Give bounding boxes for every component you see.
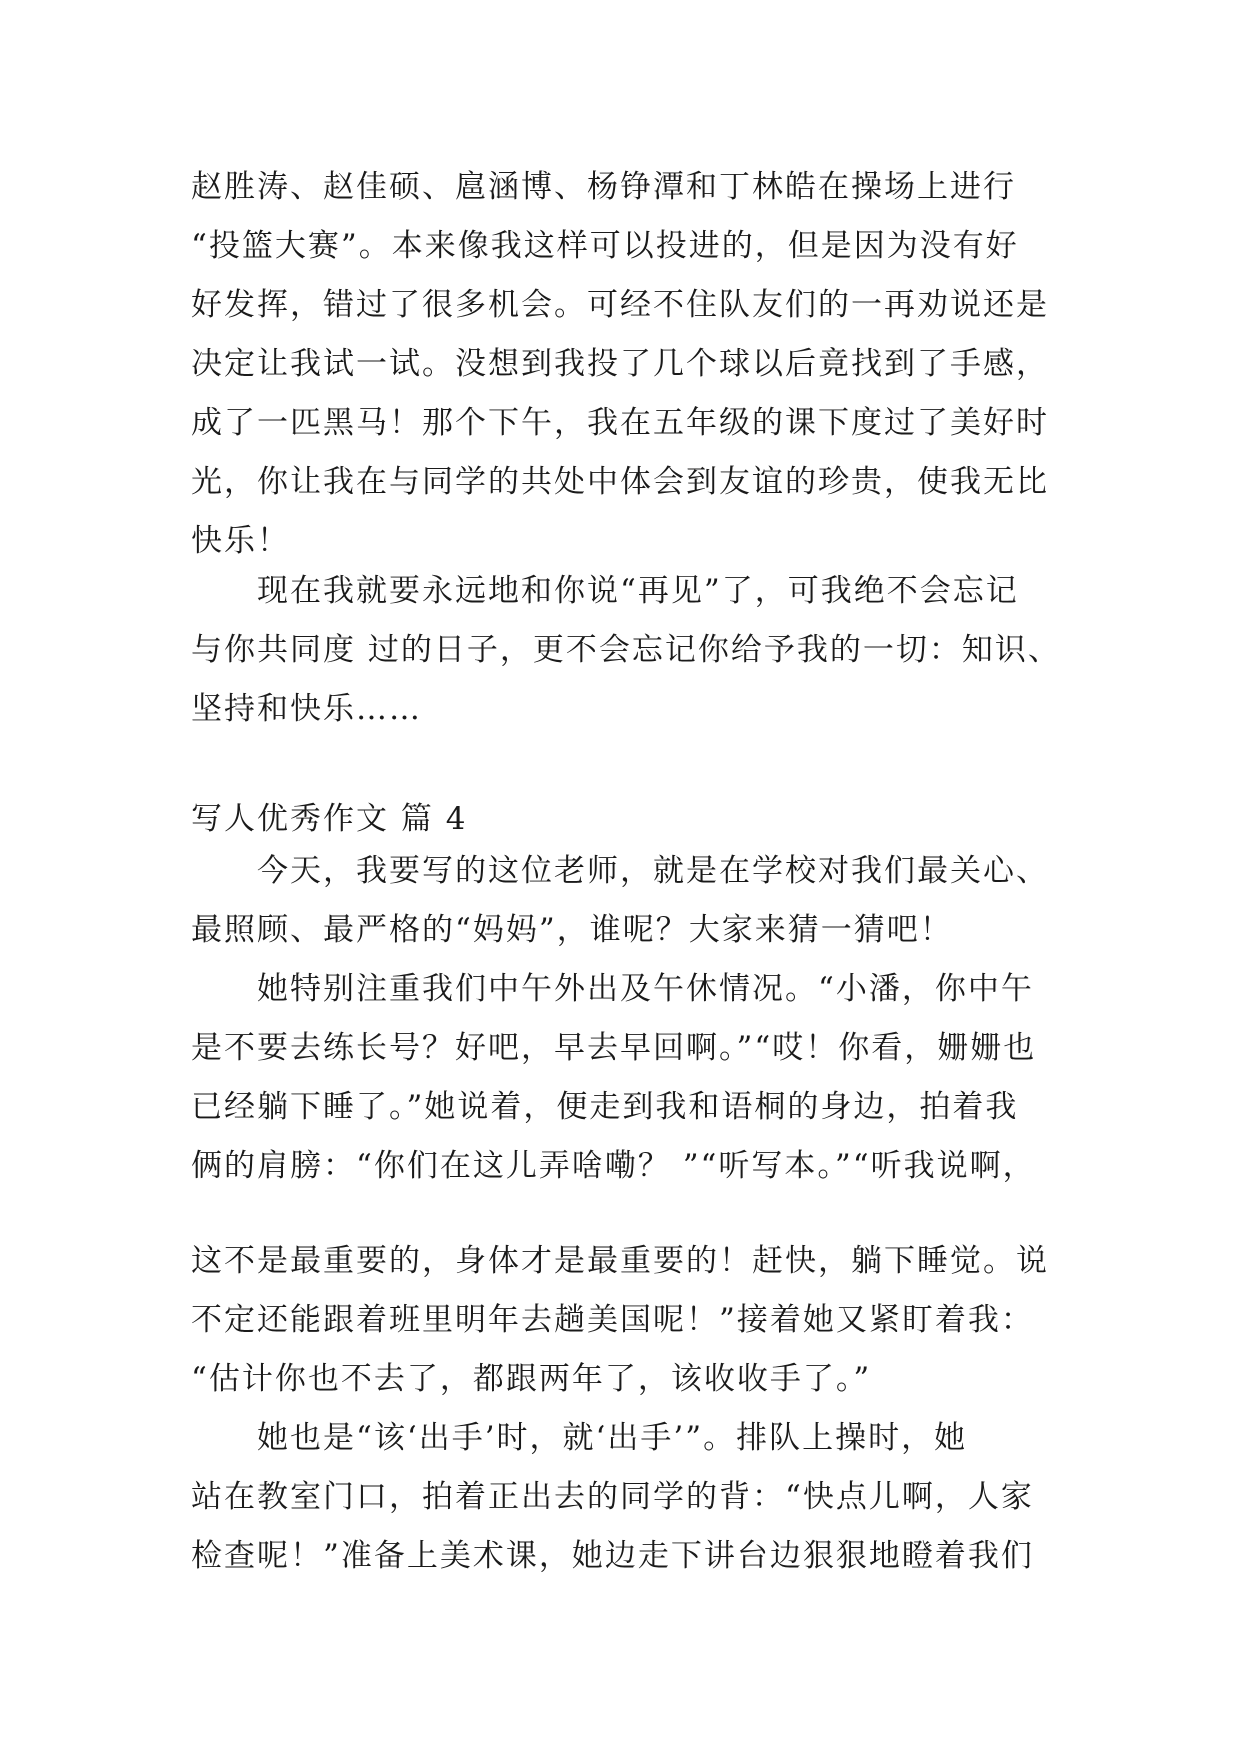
text-line: 好发挥，错过了很多机会。可经不住队友们的一再劝说还是 <box>191 287 1049 323</box>
text-line: “估计你也不去了，都跟两年了，该收收手了。” <box>191 1361 872 1397</box>
paragraph-farewell <box>191 562 1071 739</box>
paragraph-teacher-details <box>191 1232 1071 1586</box>
text-line: “投篮大赛”。本来像我这样可以投进的，但是因为没有好 <box>191 228 1019 264</box>
text-line: 现在我就要永远地和你说“再见”了，可我绝不会忘记 <box>257 573 1019 609</box>
text-line: 成了一匹黑马！那个下午，我在五年级的课下度过了美好时 <box>191 405 1049 441</box>
text-line: 今天，我要写的这位老师，就是在学校对我们最关心、 <box>257 853 1049 889</box>
paragraph-basketball <box>191 158 1071 571</box>
text-line: 快乐！ <box>191 523 290 559</box>
text-line: 决定让我试一试。没想到我投了几个球以后竟找到了手感， <box>191 346 1049 382</box>
text-line: 站在教室门口，拍着正出去的同学的背：“快点儿啊，人家 <box>191 1479 1034 1515</box>
text-line: 检查呢！”准备上美术课，她边走下讲台边狠狠地瞪着我们 <box>191 1538 1034 1574</box>
text-line: 是不要去练长号？好吧，早去早回啊。”“哎！你看，姗姗也 <box>191 1030 1037 1066</box>
text-line: 最照顾、最严格的“妈妈”，谁呢？大家来猜一猜吧！ <box>191 912 953 948</box>
text-line: 她特别注重我们中午外出及午休情况。“小潘，你中午 <box>257 971 1034 1007</box>
text-line: 她也是“该‘出手’时，就‘出手’”。排队上操时，她 <box>257 1420 968 1456</box>
text-line: 不定还能跟着班里明年去趟美国呢！”接着她又紧盯着我： <box>191 1302 1034 1338</box>
text-line: 这不是最重要的，身体才是最重要的！赶快，躺下睡觉。说 <box>191 1243 1049 1279</box>
text-line: 与你共同度 过的日子，更不会忘记你给予我的一切：知识、 <box>191 632 1061 668</box>
section-heading: 写人优秀作文 篇 4 <box>191 801 468 837</box>
text-line: 光，你让我在与同学的共处中体会到友谊的珍贵，使我无比 <box>191 464 1049 500</box>
text-line: 已经躺下睡了。”她说着，便走到我和语桐的身边，拍着我 <box>191 1089 1019 1125</box>
text-line: 赵胜涛、赵佳硕、扈涵博、杨铮潭和丁林皓在操场上进行 <box>191 169 1016 205</box>
text-line: 俩的肩膀：“你们在这儿弄啥嘞？ ”“听写本。”“听我说啊， <box>191 1148 1036 1184</box>
text-line: 坚持和快乐…… <box>191 691 422 727</box>
paragraph-teacher-intro <box>191 842 1071 1196</box>
